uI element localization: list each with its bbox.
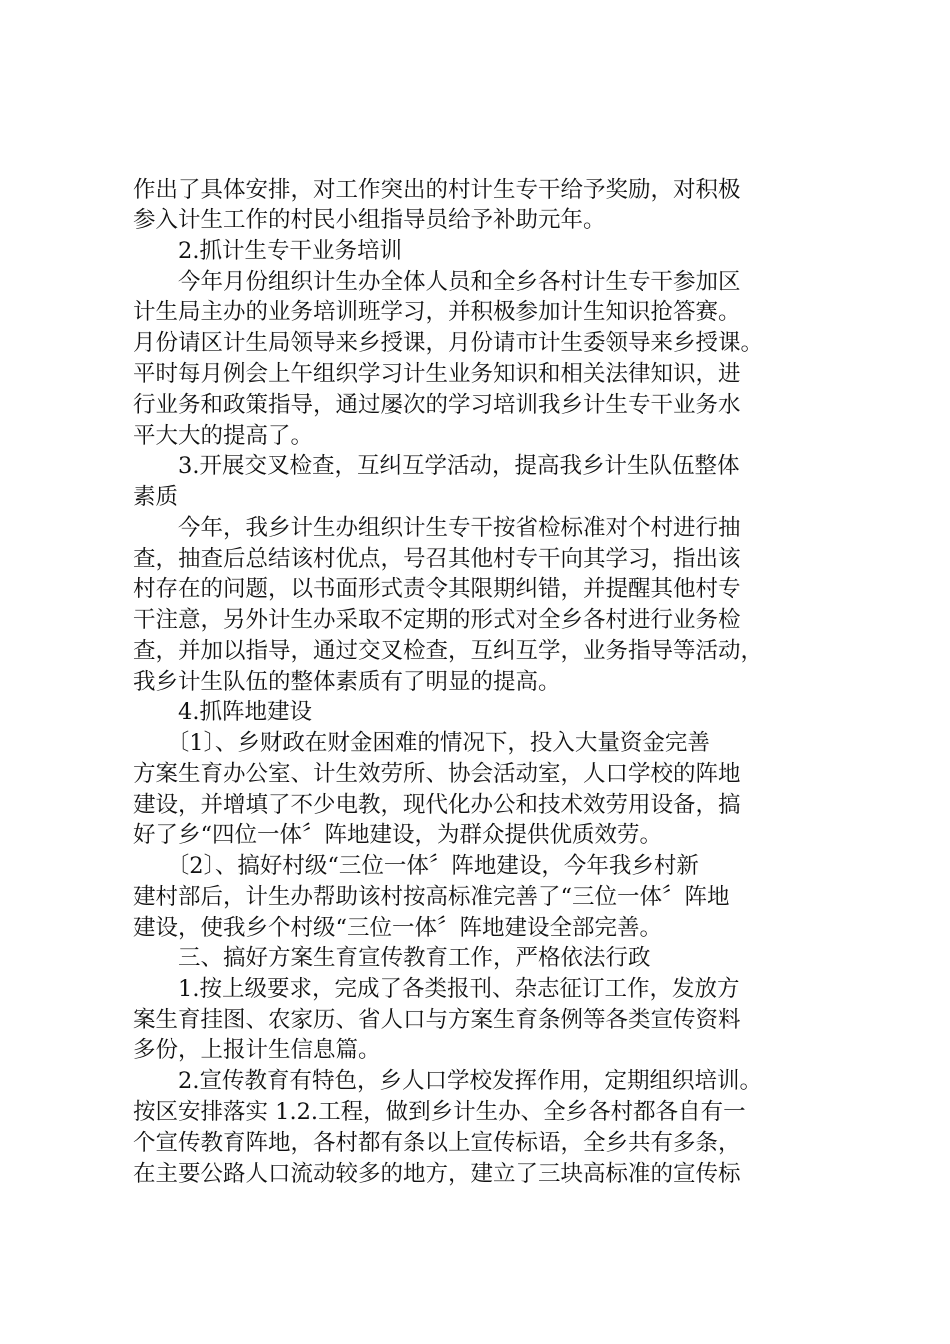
paragraph-line: 作出了具体安排，对工作突出的村计生专干给予奖励，对积极	[133, 177, 741, 203]
paragraph-line: 方案生育办公室、计生效劳所、协会活动室，人口学校的阵地	[133, 761, 741, 787]
paragraph-line: 查，并加以指导，通过交叉检查，互纠互学，业务指导等活动，	[133, 638, 764, 664]
paragraph-line: 参入计生工作的村民小组指导员给予补助元年。	[133, 207, 606, 233]
paragraph-line: 我乡计生队伍的整体素质有了明显的提高。	[133, 669, 561, 695]
section-heading: 素质	[133, 484, 179, 510]
paragraph-line: 月份请区计生局领导来乡授课，月份请市计生委领导来乡授课。	[133, 330, 764, 356]
paragraph-line: 〔1〕、乡财政在财金困难的情况下，投入大量资金完善	[133, 730, 710, 756]
section-heading: 三、搞好方案生育宣传教育工作，严格依法行政	[133, 945, 651, 971]
paragraph-line: 行业务和政策指导，通过屡次的学习培训我乡计生专干业务水	[133, 392, 741, 418]
section-heading: 2.抓计生专干业务培训	[133, 238, 402, 264]
paragraph-line: 今年月份组织计生办全体人员和全乡各村计生专干参加区	[133, 269, 741, 295]
section-heading: 3.开展交叉检查，互纠互学活动，提高我乡计生队伍整体	[133, 453, 740, 479]
paragraph-line: 按区安排落实 1.2.工程，做到乡计生办、全乡各村都各自有一	[133, 1099, 746, 1125]
paragraph-line: 干注意，另外计生办采取不定期的形式对全乡各村进行业务检	[133, 607, 741, 633]
paragraph-line: 个宣传教育阵地，各村都有条以上宣传标语，全乡共有多条，	[133, 1130, 741, 1156]
paragraph-line: 2.宣传教育有特色，乡人口学校发挥作用，定期组织培训。	[133, 1068, 762, 1094]
paragraph-line: 计生局主办的业务培训班学习，并积极参加计生知识抢答赛。	[133, 299, 741, 325]
paragraph-line: 〔2〕、搞好村级“三位一体〞阵地建设，今年我乡村新	[133, 853, 699, 879]
paragraph-line: 平时每月例会上午组织学习计生业务知识和相关法律知识，进	[133, 361, 741, 387]
paragraph-line: 村存在的问题，以书面形式责令其限期纠错，并提醒其他村专	[133, 576, 741, 602]
paragraph-line: 建设，使我乡个村级“三位一体〞阵地建设全部完善。	[133, 915, 663, 941]
paragraph-line: 查，抽查后总结该村优点，号召其他村专干向其学习，指出该	[133, 546, 741, 572]
paragraph-line: 今年，我乡计生办组织计生专干按省检标准对个村进行抽	[133, 515, 741, 541]
paragraph-line: 好了乡“四位一体〞阵地建设，为群众提供优质效劳。	[133, 822, 663, 848]
section-heading: 4.抓阵地建设	[133, 699, 312, 725]
paragraph-line: 1.按上级要求，完成了各类报刊、杂志征订工作，发放方	[133, 976, 740, 1002]
paragraph-line: 在主要公路人口流动较多的地方，建立了三块高标准的宣传标	[133, 1161, 741, 1187]
paragraph-line: 平大大的提高了。	[133, 423, 314, 449]
paragraph-line: 建设，并增填了不少电教，现代化办公和技术效劳用设备，搞	[133, 792, 741, 818]
paragraph-line: 案生育挂图、农家历、省人口与方案生育条例等各类宣传资料	[133, 1007, 741, 1033]
paragraph-line: 建村部后，计生办帮助该村按高标准完善了“三位一体〞阵地	[133, 884, 730, 910]
paragraph-line: 多份，上报计生信息篇。	[133, 1037, 381, 1063]
